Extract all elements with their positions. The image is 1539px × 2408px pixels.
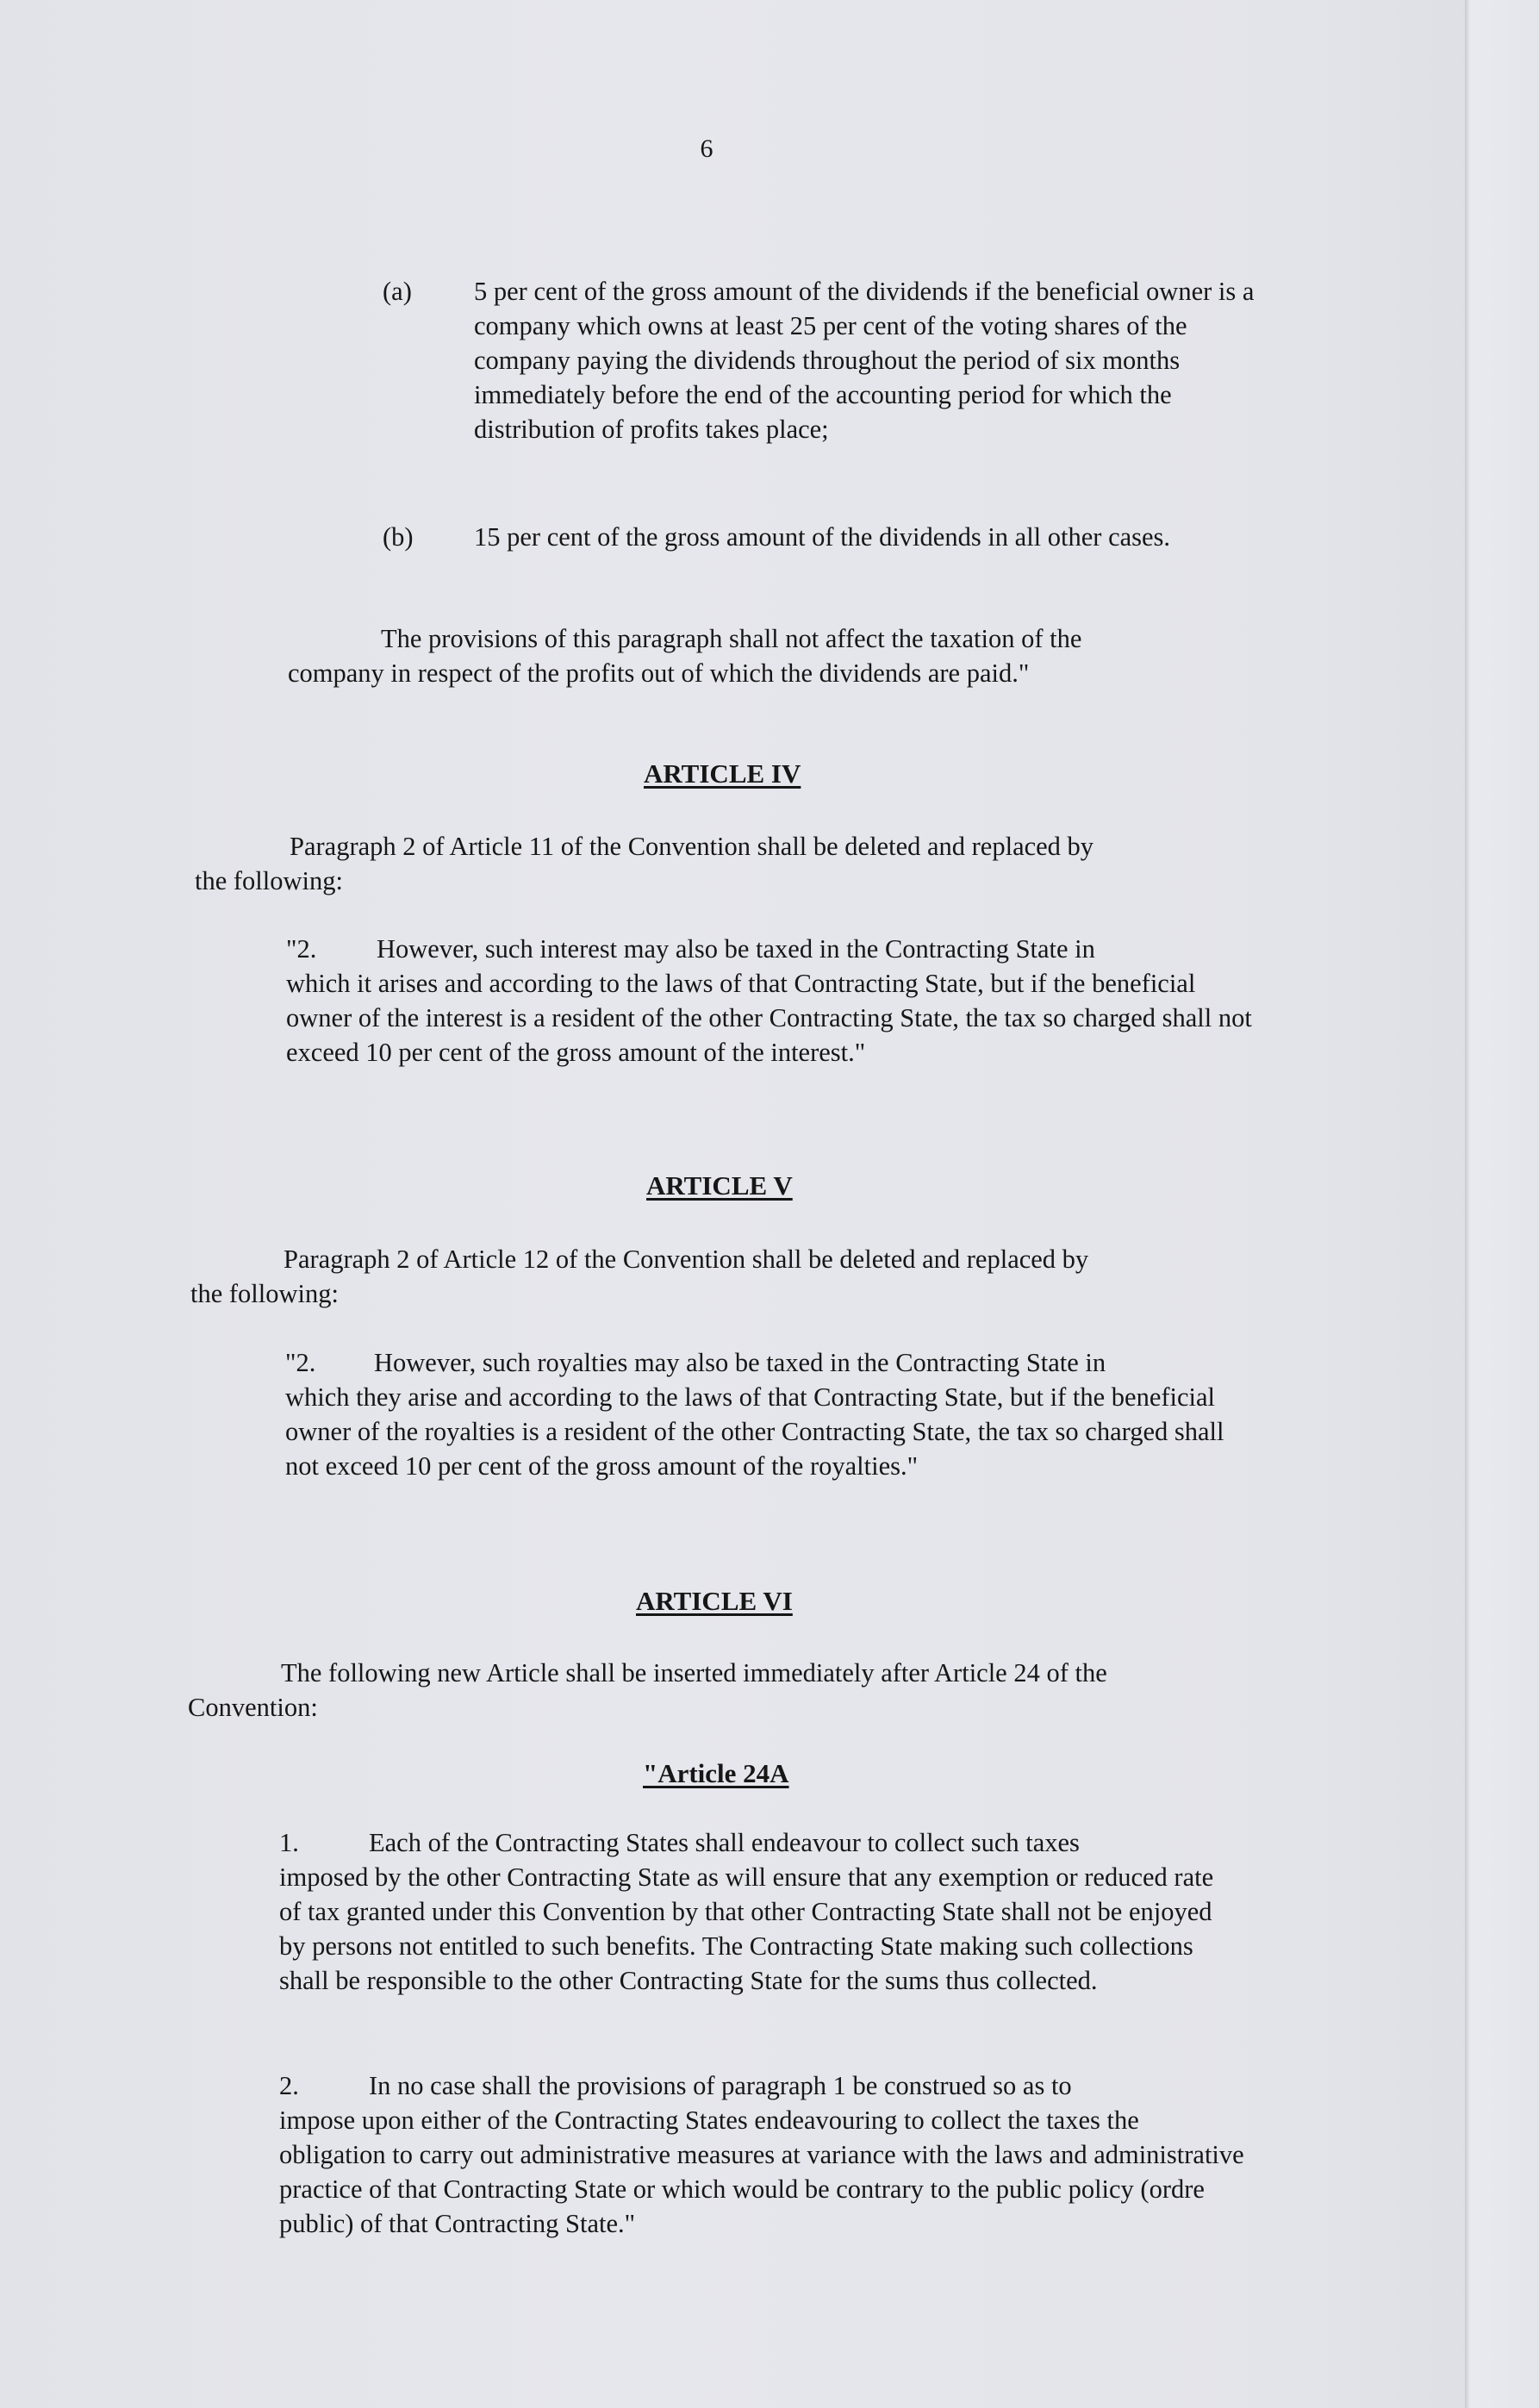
article-v-para-first-line: However, such royalties may also be taxed in the Contracting State in	[374, 1348, 1106, 1377]
article-iv-para-first-line: However, such interest may also be taxed in the Contracting State in	[377, 934, 1095, 964]
closing-line-2: company in respect of the profits out of which the dividends are paid."	[288, 658, 1030, 688]
closing-line-1: The provisions of this paragraph shall not affect the taxation of the	[381, 624, 1082, 653]
article-v-intro-line-1: Paragraph 2 of Article 12 of the Convention shall be deleted and replaced by	[284, 1245, 1089, 1274]
article-v-para-text: which they arise and according to the laws of that Contracting State, but if the beneficial owner of the royalties is a resident of the other Contracting State, the tax so charged shall not exceed 10 per cent of the gross amount of the royalties."	[285, 1382, 1224, 1481]
item-a-text: 5 per cent of the gross amount of the dividends if the beneficial owner is a company which owns at least 25 per cent of the voting shares of the company paying the dividends throughout the period of six months immediately before the end of the accounting period for which the distribution of profits takes place;	[474, 277, 1255, 444]
article-24a-p1-number: 1.	[279, 1828, 299, 1857]
article-24a-p1-first-line: Each of the Contracting States shall endeavour to collect such taxes	[369, 1828, 1080, 1857]
article-iv-heading: ARTICLE IV	[644, 758, 801, 789]
item-b-label: (b)	[383, 522, 414, 552]
article-v-para-number: "2.	[285, 1348, 316, 1377]
article-iv-intro-line-2: the following:	[195, 866, 343, 895]
article-iv-para-number: "2.	[286, 934, 317, 964]
article-iv-para-text: which it arises and according to the laws of that Contracting State, but if the beneficial owner of the interest is a resident of the other Contracting State, the tax so charged shall not exceed 10 per cent of the gross amount of the interest."	[286, 969, 1252, 1067]
article-v-heading: ARTICLE V	[646, 1170, 793, 1201]
article-vi-heading: ARTICLE VI	[636, 1586, 793, 1616]
article-iv-intro-line-1: Paragraph 2 of Article 11 of the Convention shall be deleted and replaced by	[290, 832, 1094, 861]
article-24a-p2-number: 2.	[279, 2071, 299, 2100]
page-edge-strip	[1465, 0, 1539, 2408]
article-vi-intro-line-1: The following new Article shall be inserted immediately after Article 24 of the	[281, 1658, 1107, 1687]
page-number: 6	[700, 134, 713, 163]
article-24a-p1-text: imposed by the other Contracting State as will ensure that any exemption or reduced rate of tax granted under this Convention by that other Contracting State shall not be enjoyed by persons not entitled to such benefits. The Contracting State making such collections shall be responsible to the other Contracting State for the sums thus collected.	[279, 1862, 1214, 1995]
article-v-intro-line-2: the following:	[190, 1279, 339, 1308]
article-vi-intro-line-2: Convention:	[188, 1693, 318, 1722]
item-a-label: (a)	[383, 277, 412, 306]
article-24a-p2-text: impose upon either of the Contracting States endeavouring to collect the taxes the obligation to carry out administrative measures at variance with the laws and administrative practice of that Contracting State or which would be contrary to the public policy (ordre public) of that Contracting State."	[279, 2105, 1244, 2238]
article-24a-heading: "Article 24A	[643, 1758, 789, 1788]
article-24a-p2-first-line: In no case shall the provisions of paragraph 1 be construed so as to	[369, 2071, 1072, 2100]
item-b-text: 15 per cent of the gross amount of the dividends in all other cases.	[474, 522, 1171, 552]
